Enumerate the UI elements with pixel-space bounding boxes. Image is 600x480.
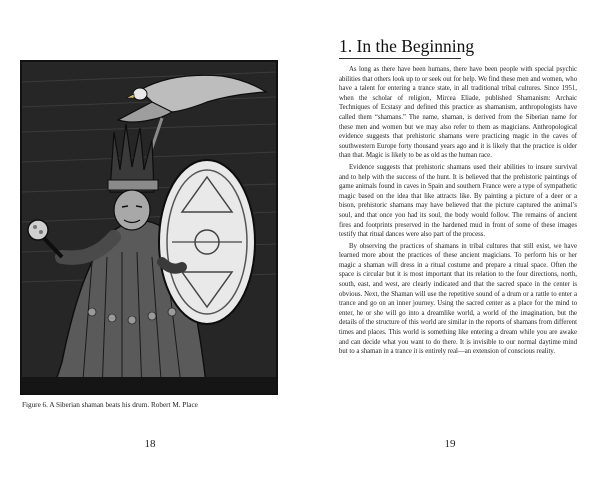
shaman-illustration — [20, 60, 278, 395]
paragraph-2: Evidence suggests that prehistoric shamans used their abilities to insure survival and to help with the success of the hunt. It is believed that the prehistoric paintings of game animals found in caves in Spain and southern France were a type of sympathetic magic based on the idea that like attracts like. By painting a picture of a deer or a bison, prehistoric shamans may have believed that the picture captured the animal’s soul, and that once you had its soul, the body would follow. The remains of ancient fires and footprints preserved in the hardened mud in front of some of these images testify that ritual dances were also part of the process. — [339, 163, 577, 239]
shaman-drawing — [22, 62, 276, 393]
drum-figure — [159, 160, 255, 324]
right-page — [300, 0, 600, 480]
page-number-right: 19 — [444, 438, 456, 450]
figure-caption: Figure 6. A Siberian shaman beats his drum. Robert M. Place — [22, 401, 198, 409]
body-text — [339, 65, 577, 359]
chapter-title: 1. In the Beginning — [339, 36, 475, 56]
paragraph-3: By observing the practices of shamans in tribal cultures that still exist, we have learned more about the practices of these ancient magicians. To perform his or her magic a shaman will dress in a ritual costume and prepare a ritual space. Often the space is circular but it is most important that its relation to the four directions, north, south, east, and west, are clearly indicated and that the sacred space in the center is obvious. Next, the Shaman will use the repetitive sound of a drum or a rattle to enter a trance and go on an inner journey. Using the sacred center as a place for the mind to enter, he or she will go into a dreamlike world, a world of the imagination, but the details of the structure of this world are similar in the reports of shamans from different times and places. This world is something like entering a dream while you are awake and can decide what you want to do there. It is invisible to our normal daytime mind but to a shaman in a trance it is entirely real—an extension of conscious reality. — [339, 242, 577, 356]
title-underline — [339, 58, 461, 59]
paragraph-1: As long as there have been humans, there have been people with special psychic abilities that others look up to or seek out for help. We find these men and women, who have a talent for entering a trance state, in all traditional tribal cultures. Since 1951, when the scholar of religion, Mircea Eliade, published Shamanism: Archaic Techniques of Ecstasy and defined this practice as shamanism, anthropologists have called them “shamans.” The name, shaman, is derived from the Siberian name for these men and women but we may also refer to them as magicians. Anthropological evidence suggests that prehistoric shamans were practicing magic in the caves of southwestern Europe forty thousand years ago and it is likely that the practice is older than that. Magic is likely to be as old as the human race. — [339, 66, 577, 160]
page-number-left: 18 — [144, 438, 156, 450]
